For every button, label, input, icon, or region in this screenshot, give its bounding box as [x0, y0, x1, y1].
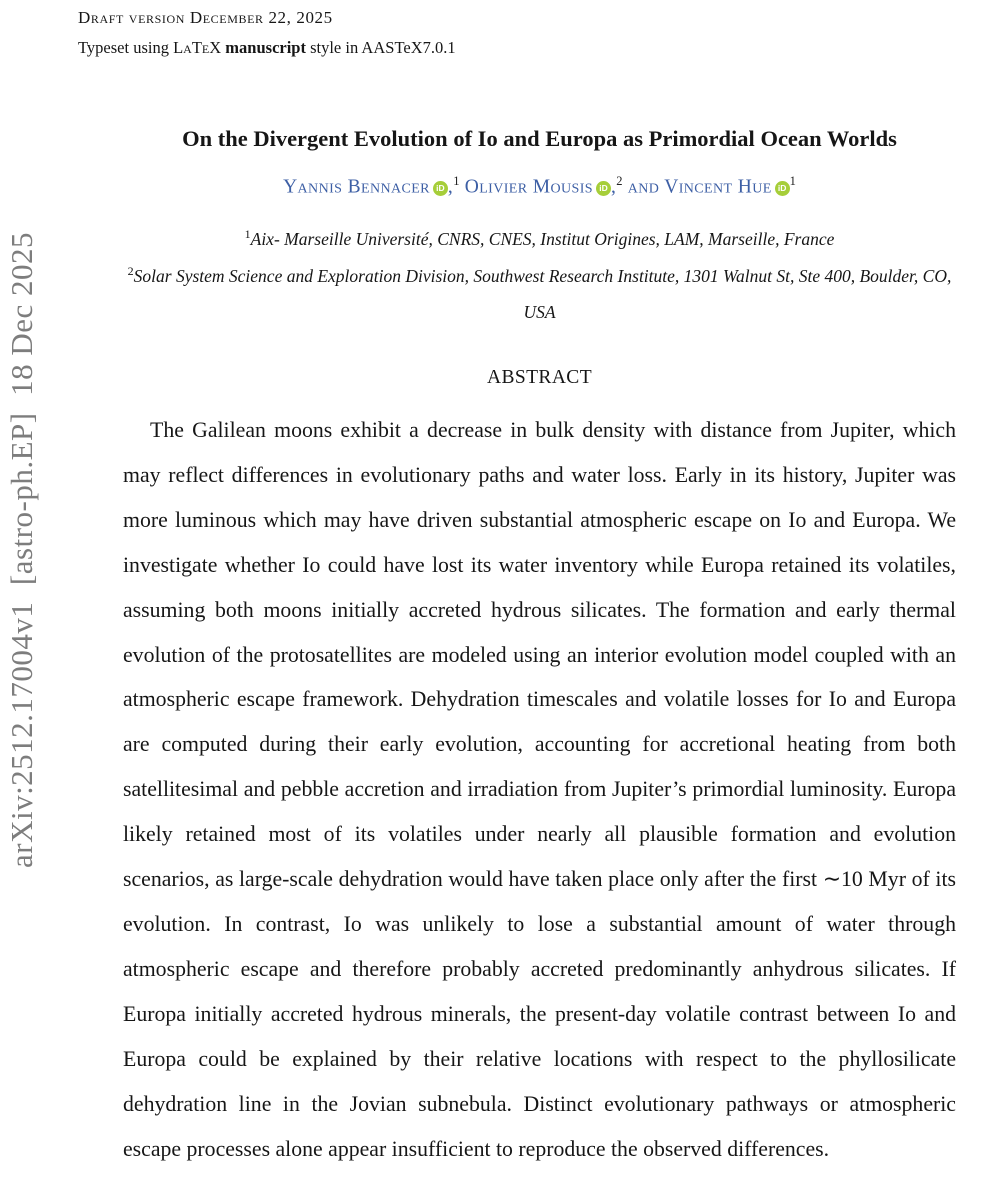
orcid-icon[interactable]: iD [775, 181, 790, 196]
orcid-icon[interactable]: iD [433, 181, 448, 196]
affiliations-block [123, 221, 956, 331]
paper-content [123, 0, 956, 1171]
affiliation-mark: 1 [453, 174, 460, 189]
affiliation-line [123, 258, 956, 332]
draft-version-line: Draft version December 22, 2025 [78, 8, 333, 27]
authors-line: Yannis Bennacer iD ,$^1$ Olivier Mousis iD ,$^2$ and Vincent Hue iD $^1$ [283, 174, 796, 198]
affiliation-text: Aix- Marseille Université, CNRS, CNES, Institut Origines, LAM, Marseille, France [250, 228, 835, 249]
latex-logo: LaTeX [173, 38, 222, 57]
abstract-heading: ABSTRACT [486, 367, 593, 388]
paper-title: On the Divergent Evolution of Io and Europa as Primordial Ocean Worlds [182, 126, 897, 151]
affiliation-line [123, 221, 956, 258]
orcid-icon[interactable]: iD [596, 181, 611, 196]
author-link[interactable]: Olivier Mousis [464, 176, 593, 198]
affiliation-text: Solar System Science and Exploration Division, Southwest Research Institute, 1301 Walnut St, Ste 400, Boulder, CO, USA [133, 265, 952, 323]
abstract-text: The Galilean moons exhibit a decrease in bulk density with distance from Jupiter, which may reflect differences in evolutionary paths and water loss. Early in its history, Jupiter was more luminous which may have driven substantial atmospheric escape on Io and Europa. We investigate whether Io could have lost its water inventory while Europa retained its volatiles, assuming both moons initially accreted hydrous silicates. The formation and early thermal evolution of the protosatellites are modeled using an interior evolution model coupled with an atmospheric escape framework. Dehydration timescales and volatile losses for Io and Europa are computed during their early evolution, accounting for accretional heating from both satellitesimal and pebble accretion and irradiation from Jupiter’s primordial luminosity. Europa likely retained most of its volatiles under nearly all plausible formation and evolution scenarios, as large-scale dehydration would have taken place only after the first ∼10 Myr of its evolution. In contrast, Io was unlikely to lose a substantial amount of water through atmospheric escape and therefore probably accreted predominantly anhydrous silicates. If Europa initially accreted hydrous minerals, the present-day volatile contrast between Io and Europa could be explained by their relative locations with respect to the phyllosilicate dehydration line in the Jovian subnebula. Distinct evolutionary pathways or atmospheric escape processes alone appear insufficient to reproduce the observed differences. [123, 418, 956, 1161]
typeset-suffix: style in AASTeX7.0.1 [310, 38, 456, 57]
affiliation-mark: 2 [616, 174, 623, 189]
typeset-style-name: manuscript [221, 38, 311, 57]
arxiv-watermark: arXiv:2512.17004v1 [astro-ph.EP] 18 Dec 2025 [4, 232, 39, 869]
author-link[interactable]: Vincent Hue [664, 176, 772, 198]
affiliation-mark: 1 [789, 174, 796, 189]
typeset-prefix: Typeset using [78, 38, 174, 57]
affiliation-mark: 2 [127, 263, 134, 278]
affiliation-mark: 1 [244, 226, 251, 241]
author-link[interactable]: Yannis Bennacer [283, 176, 430, 198]
and-joiner: and [622, 176, 665, 198]
